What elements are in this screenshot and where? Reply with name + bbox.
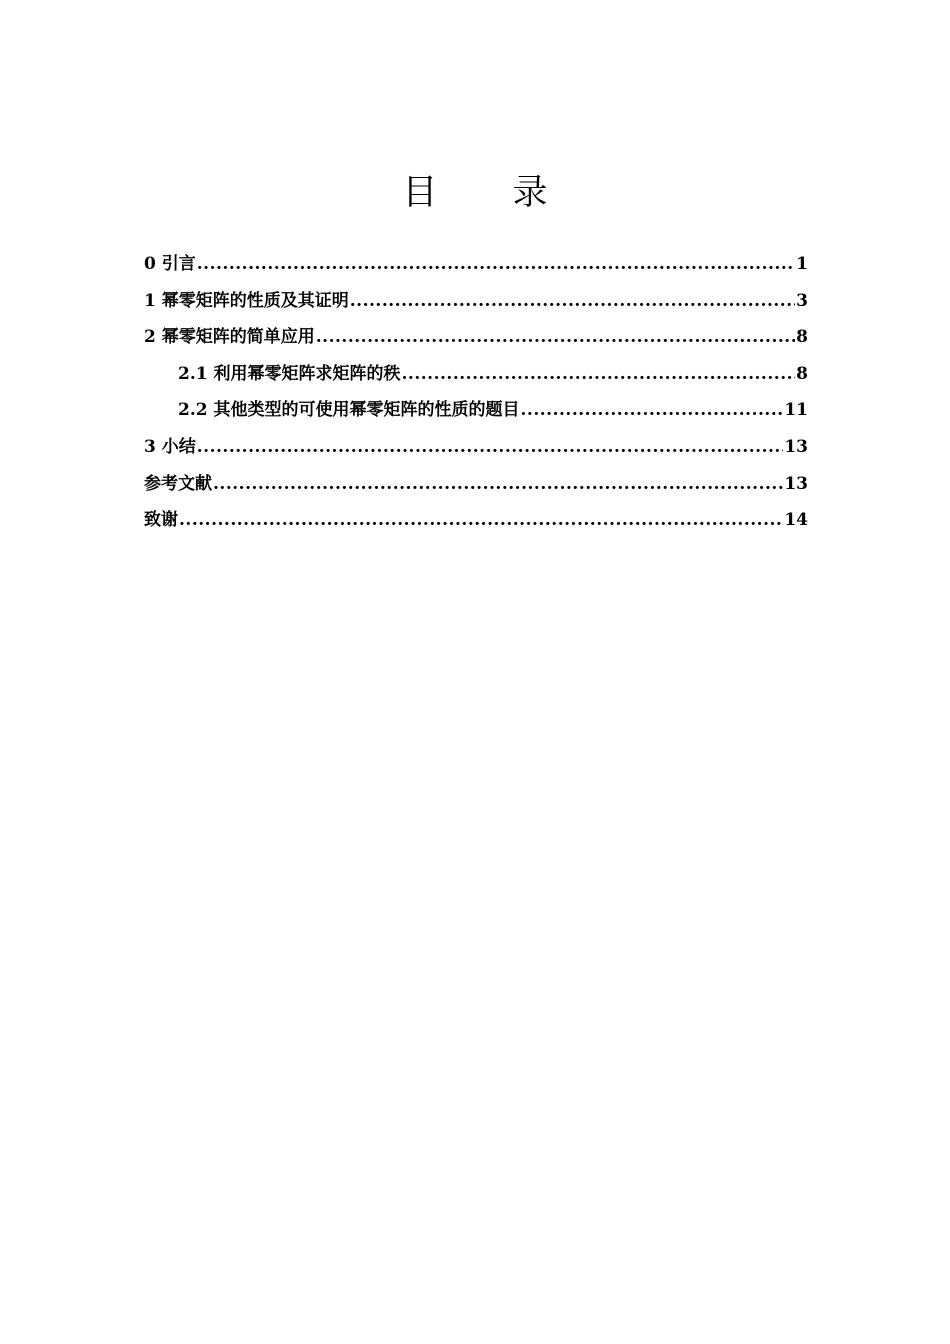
toc-entry-label: 2 幂零矩阵的简单应用 (144, 327, 315, 348)
toc-entry-page-number: 14 (784, 510, 808, 531)
dot-leader (197, 429, 784, 466)
toc-entry-section-2-2[interactable] (144, 392, 808, 429)
toc-entry-introduction[interactable] (144, 246, 808, 283)
dot-leader (350, 283, 795, 320)
dot-leader (213, 466, 783, 503)
toc-entry-page-number: 13 (784, 436, 808, 457)
toc-entry-label: 致谢 (144, 510, 178, 531)
toc-title: 目 录 (402, 173, 580, 213)
toc-entry-label: 3 小结 (144, 436, 196, 457)
dot-leader (197, 246, 795, 283)
dot-leader (402, 356, 796, 393)
toc-entry-chapter-2[interactable] (144, 319, 808, 356)
dot-leader (521, 392, 784, 429)
toc-entry-label: 0 引言 (144, 254, 196, 274)
toc-entry-page-number: 1 (796, 254, 808, 274)
toc-entry-references[interactable] (144, 466, 808, 503)
toc-entry-page-number: 11 (784, 400, 808, 421)
toc-entry-label: 2.2 其他类型的可使用幂零矩阵的性质的题目 (178, 400, 520, 421)
toc-entry-page-number: 3 (796, 290, 808, 311)
toc-entry-label: 1 幂零矩阵的性质及其证明 (144, 290, 349, 311)
dot-leader (316, 319, 795, 356)
toc-entry-label: 2.1 利用幂零矩阵求矩阵的秩 (178, 363, 401, 384)
toc-entry-chapter-3[interactable] (144, 429, 808, 466)
toc-entry-section-2-1[interactable] (144, 356, 808, 393)
table-of-contents (144, 246, 808, 539)
dot-leader (179, 502, 783, 539)
toc-entry-acknowledgements[interactable] (144, 502, 808, 539)
toc-entry-page-number: 13 (784, 473, 808, 494)
toc-entry-page-number: 8 (796, 327, 808, 348)
toc-entry-page-number: 8 (796, 363, 808, 384)
toc-entry-label: 参考文献 (144, 473, 212, 494)
toc-entry-chapter-1[interactable] (144, 283, 808, 320)
